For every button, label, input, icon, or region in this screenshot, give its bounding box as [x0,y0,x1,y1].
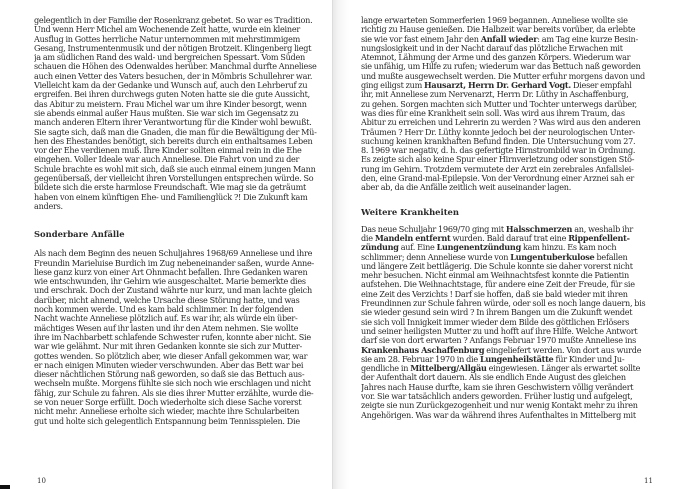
text-run: und seiner heiligsten Mutter zu und hofft auf ihre Hilfe. Welche Antwort [361,326,638,336]
text-line [361,262,653,271]
text-line [361,35,653,44]
text-line [361,25,653,34]
text-run: kam hinzu. Es kam noch [520,243,617,253]
text-line [361,81,653,90]
text-line: fähig, zur Schule zu fahren. Als sie dies ihrer Mutter erzählte, wurde die- [34,388,314,398]
text-line [361,346,653,355]
text-line [361,118,653,127]
text-run: aber ab, da die Anfälle zeitlich weit auseinander lagen. [361,183,572,193]
left-paragraph-2 [34,249,324,426]
text-run: richtig zu Hause genießen. Die Halbzeit war bereits vorüber, da erlebte [361,25,636,35]
text-run: Es zeigte sich also keine Spur einer Hirnverletzung oder sonstigen Stö- [361,155,635,165]
text-run: der Aufenthalt dort dauern. Als sie endlich Ende August des gleichen [361,373,626,383]
text-line [361,72,653,81]
text-run: Dieser empfahl [570,81,632,91]
text-run: mehr besuchen. Nicht einmal am Weihnachtsfest konnte die Patientin [361,271,629,281]
text-line [361,364,653,373]
text-run: und mußte ausgewechselt werden. Die Mutter erfuhr morgens davon und [361,71,645,81]
text-line: das Abitur zu meistern. Frau Michel war um ihre Kinder besorgt, wenn [34,99,307,109]
left-page-column [34,16,324,426]
text-run: nungslosigkeit und in der Nacht darauf das plötzliche Erwachen mit [361,43,623,53]
text-run: auf. Eine [398,243,437,253]
text-line: gelegentlich in der Familie der Rosenkranz gebetet. So war es Tradition. [34,16,313,25]
text-run: eine Zeit des Verzichts ! Darf sie hoffen, daß sie bald wieder mit ihren [361,289,628,299]
text-line: er nach einigen Minuten wieder verschwunden. Aber das Bett war bei [34,360,304,370]
text-run: sie wieder gesund sein wird ? In ihrem Bangen um die Zukunft wendet [361,308,633,318]
text-line [361,373,653,382]
text-run: lange erwarteten Sommerferien 1969 begannen. Anneliese wollte sie [361,16,628,25]
bold-text: Hausarzt, Herrn Dr. Gerhard Vogt. [424,81,571,91]
text-run: Atemnot, Lähmung der Arme und des ganzen Körpers. Wiederum war [361,53,631,63]
text-run: aufstehen. Die Weihnachtstage, für andere eine Zeit der Freude, für sie [361,280,635,290]
section-heading-weitere-krankheiten: Weitere Krankheiten [361,206,459,217]
text-line: gegenübersaß, der vielleicht ihren Vorstellungen entsprechen würde. So [34,174,314,184]
bold-text: Halsschmerzen [505,224,573,234]
text-line [361,280,653,289]
text-line: hen des Ehestandes benötigt, sich bereits durch ein enthaltsames Leben [34,136,313,146]
text-line [361,411,653,420]
text-line [361,290,653,299]
text-run: Angehörigen. Was war da während ihres Aufenthaltes in Mittelberg mit [361,410,636,420]
text-line [361,155,653,164]
text-run: eingewiesen. Länger als erwartet sollte [486,364,641,374]
text-line [361,44,653,53]
text-run: was dies für eine Krankheit sein soll. Was wird aus ihrem Traum, das [361,108,625,118]
text-line: Als nach dem Beginn des neuen Schuljahres 1968/69 Anneliese und ihre [34,249,313,259]
text-line: manch anderen Eltern ihrer Verantwortung für die Kinder wohl bewußt. [34,118,312,128]
bold-text: zündung [361,243,399,253]
text-line [361,383,653,392]
text-line [361,327,653,336]
text-run: ihr, mit Anneliese zum Nervenarzt, Herrn Dr. Lüthy in Aschaffenburg, [361,90,629,100]
text-line: noch kommen werde. Und es kam bald schlimmer. In der folgenden [34,305,294,315]
text-run: Jahres nach Hause durfte, kam sie ihren Geschwistern völlig verändert [361,382,634,392]
text-line [361,53,653,62]
text-line [361,183,653,192]
text-run: sie wie vor fast einem Jahr den [361,34,481,44]
text-line: eingehen. Voller Ideale war auch Anneliese. Die Fahrt von und zu der [34,155,300,165]
text-line [361,318,653,327]
text-line [361,253,653,262]
bold-text: Anfall wieder [480,34,538,44]
text-line: haben von einem künftigen Ehe- und Familienglück ?! Die Zukunft kam [34,192,308,202]
text-line: wie entschwunden, ihr Gehirn wie ausgeschaltet. Marie bemerkte dies [34,277,306,287]
text-line: ihre im Nachbarbett schlafende Schwester rufen, konnte aber nicht. Sie [34,332,311,342]
text-line [361,174,653,183]
bold-text: Rippenfellent- [568,233,630,243]
text-run: : am Tag eine kurze Besin- [537,34,638,44]
scan-edge-mark [0,485,10,489]
bold-text: Lungenheilstätte [479,354,554,364]
text-line: mächtiges Wesen auf ihr lasten und ihr den Atem nehmen. Sie wollte [34,323,299,333]
right-page-column [361,16,653,420]
text-line: Gesang, Instrumentenmusik und der nötigen Brotzeit. Klingenberg liegt [34,43,312,53]
text-line: nicht mehr. Anneliese erholte sich wieder, machte ihre Schularbeiten [34,407,300,417]
section-heading-sonderbare-anfaelle: Sonderbare Anfälle [34,229,125,240]
text-line [361,336,653,345]
text-run: sie sich voll Innigkeit immer wieder dem Bilde des göttlichen Erlösers [361,317,630,327]
text-line [361,392,653,401]
text-line: sie abends einmal außer Haus mußten. Sie war sich im Gegensatz zu [34,108,299,118]
text-run: sie am 28. Februar 1970 in die [361,354,480,364]
text-run: Das neue Schuljahr 1969/70 ging mit [361,224,506,234]
text-line: Nacht wachte Anneliese plötzlich auf. Es war ihr, als würde ein über- [34,314,298,324]
text-line: schauen die Höhen des Odenwaldes herüber. Manchmal durfte Anneliese [34,62,317,72]
text-line [361,271,653,280]
bold-text: Krankenhaus Aschaffenburg [361,345,485,355]
bold-text: Mandeln entfernt [374,233,451,243]
text-line: bildete sich die erste harmlose Freundschaft. Wie mag sie da geträumt [34,183,306,193]
text-line [361,308,653,317]
text-line [361,16,653,25]
page-number-left: 10 [37,477,46,485]
text-run: suchung keinen krankhaften Befund finden. Die Untersuchung vom 27. [361,136,636,146]
left-paragraph-1 [34,16,324,211]
text-run: befallen [594,252,628,262]
right-paragraph-1 [361,16,653,193]
left-page [0,0,333,489]
text-line [361,225,653,234]
text-line [361,299,653,308]
bold-text: Mittelberg/Allgäu [410,364,487,374]
text-line: Freundin Marieluise Burdich im Zug nebeneinander saßen, wurde Anne- [34,258,315,268]
text-line: dieser nächtlichen Störung naß geworden, so daß sie das Bettuch aus- [34,370,305,380]
text-run: den, eine Grand-mal-Epilepsie. Von der Verordnung einer Arznei sah er [361,174,634,184]
text-line: Sie sagte sich, daß man die Gnaden, die man für die Bewältigung der Mü- [34,127,317,137]
text-run: und längere Zeit bettlägerig. Die Schule konnte sie daher vorerst nicht [361,261,633,271]
text-run: vor. Sie war tatsächlich anders geworden. Früher lustig und aufgelegt, [361,391,633,401]
text-line [361,401,653,410]
text-run: die [361,233,375,243]
text-run: 8. 1969 war negativ, d. h. das gefertigte Hirnstrombild war in Ordnung. [361,146,636,156]
text-line: ja am südlichen Rand des wald- und bergreichen Spessart. Vom Süden [34,53,305,63]
text-line [361,128,653,137]
text-line: Vielleicht kam da der Gedanke und Wunsch auf, auch den Lehrberuf zu [34,81,308,91]
text-run: zeigte sie nun Zurückgezogenheit und nur wenig Kontakt mehr zu ihren [361,401,638,411]
text-line: auch einen Vetter des Vaters besuchen, der in Mömbris Schullehrer war. [34,71,313,81]
text-run: gendliche in [361,364,411,374]
text-run: ging eiligst zum [361,81,425,91]
text-line: Und wenn Herr Michel am Wochenende Zeit hatte, wurde ein kleiner [34,25,301,35]
text-run: schlimmer; denn Anneliese wurde von [361,252,511,262]
right-page [333,0,675,489]
text-run: wurden. Bald darauf trat eine [450,233,569,243]
page-number-right: 11 [644,477,653,485]
right-paragraph-2 [361,225,653,420]
text-line: vor der Ehe verdienen muß. Ihre Kinder sollten einmal rein in die Ehe [34,146,302,156]
text-run: zu gehen. Sorgen machten sich Mutter und Tochter unterwegs darüber, [361,99,637,109]
text-line: darüber, nicht ahnend, welche Ursache diese Störung hatte, und was [34,295,300,305]
text-line: und erschrak. Doch der Zustand währte nur kurz, und man lachte gleich [34,286,312,296]
text-line: liese ganz kurz von einer Art Ohnmacht befallen. Ihre Gedanken waren [34,267,308,277]
text-line [361,234,653,243]
text-line: war wie gelähmt. Nur mit ihren Gedanken konnte sie sich zur Mutter- [34,342,303,352]
text-line: gut und holte sich gelegentlich Entspannung beim Tennisspielen. Die [34,416,300,426]
text-run: Träumen ? Herr Dr. Lüthy konnte jedoch bei der neurologischen Unter- [361,127,635,137]
text-run: Freundinnen zur Schule fahren würde, oder soll es noch lange dauern, bis [361,299,646,309]
text-line: Ausflug in Gottes herrliche Natur unternommen mit mehrstimmigem [34,34,301,44]
text-run: darf sie von dort erwarten ? Anfangs Februar 1970 mußte Anneliese ins [361,336,637,346]
text-line [361,109,653,118]
text-run: für Kinder und Ju- [553,354,625,364]
text-run: eingeliefert werden. Von dort aus wurde [484,345,642,355]
text-line [361,137,653,146]
text-line [361,100,653,109]
text-line [361,165,653,174]
text-line: Schule brachte es wohl mit sich, daß sie auch einmal einem jungen Mann [34,164,316,174]
text-run: rung im Gehirn. Trotzdem vermutete der Arzt ein zerebrales Anfallslei- [361,164,634,174]
text-run: sie unfähig, um Hilfe zu rufen; wiederum war das Bettuch naß geworden [361,62,641,72]
text-line: anders. [34,201,63,211]
text-line: wechseln mußte. Morgens fühlte sie sich noch wie erschlagen und nicht [34,379,311,389]
text-run: an, weshalb ihr [572,224,633,234]
text-line: se von neuer Sorge erfüllt. Doch wiederholte sich diese Sache vorerst [34,397,302,407]
text-run: Abitur zu erreichen und Lehrerin zu werden ? Was wird aus den anderen [361,118,641,128]
text-line [361,146,653,155]
bold-text: Lungentuberkulose [510,252,595,262]
text-line: gottes wenden. So plötzlich aber, wie dieser Anfall gekommen war, war [34,351,308,361]
text-line [361,243,653,252]
text-line [361,62,653,71]
text-line [361,90,653,99]
text-line: ergreifen. Bei ihren durchwegs guten Noten hatte sie die gute Aussicht, [34,90,310,100]
bold-text: Lungenentzündung [436,243,521,253]
text-line [361,355,653,364]
